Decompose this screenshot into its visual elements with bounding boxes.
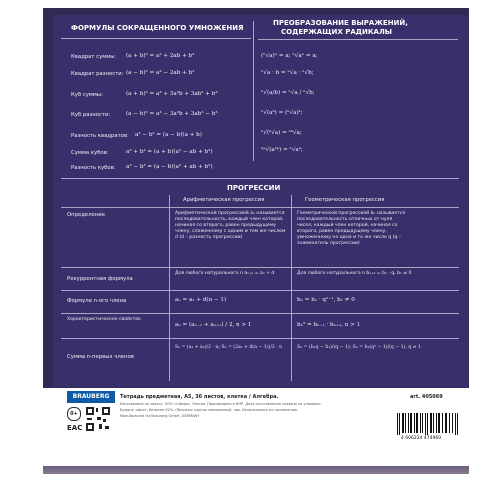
barcode-number: 4 606224 474960	[401, 436, 442, 441]
right-section-title-line2: СОДЕРЖАЩИХ РАДИКАЛЫ	[281, 28, 393, 36]
footer-text: Бумага: офсет, белизна 92%. Обложка: картон мелованный, лак. Использовать по назначению.	[120, 408, 299, 412]
table-header-divider	[61, 207, 459, 208]
progressions-title: ПРОГРЕССИИ	[227, 184, 281, 192]
table-row-divider	[61, 267, 459, 268]
geom-characteristic: bₙ² = bₙ₋₁ · bₙ₊₁, n > 1	[297, 322, 361, 328]
row-label: Формула n-ого члена	[67, 298, 127, 304]
brand-logo: BRAUBERG	[67, 391, 115, 403]
formula-expression: a² − b² = (a − b)(a + b)	[135, 132, 202, 138]
formula-label: Куб суммы:	[71, 92, 103, 98]
geom-recurrence: Для любого натурального n bₙ₊₁ = bₙ · q, bₙ ≠ 0	[297, 271, 412, 276]
formula-expression: (a − b)³ = a³ − 3a²b + 3ab² − b³	[126, 111, 218, 117]
geom-nth-term: bₙ = b₁ · qⁿ⁻¹, b₁ ≠ 0	[297, 297, 355, 303]
formula-expression: (a − b)² = a² − 2ab + b²	[126, 70, 195, 76]
geom-sum: Sₙ = (bₙq − b₁)/(q − 1); Sₙ = b₁(qⁿ − 1)/(q − 1), q ≠ 1	[297, 345, 421, 350]
cover-bottom-edge	[43, 466, 469, 474]
formula-expression: a³ − b³ = (a − b)(a² + ab + b²)	[126, 164, 213, 170]
arith-recurrence: Для любого натурального n aₙ₊₁ = aₙ + d	[175, 271, 275, 276]
radical-rule: ⁿ√a · b = ⁿ√a · ⁿ√b;	[261, 70, 314, 76]
progression-top-divider	[61, 178, 459, 179]
formula-label: Разность квадратов:	[71, 133, 129, 139]
qr-code-icon	[85, 406, 111, 432]
table-row-divider	[61, 338, 459, 339]
formula-expression: a³ + b³ = (a + b)(a² − ab + b²)	[126, 149, 213, 155]
formula-label: Куб разности:	[71, 112, 111, 118]
eac-mark: EAC	[67, 424, 83, 432]
formula-label: Квадрат разности:	[71, 71, 124, 77]
age-rating-badge: 0+	[67, 407, 81, 421]
geom-definition: Геометрической прогрессией bₙ называется последовательность отличных от нуля чисел, каждый член которой, начиная со второго, равен предыдущему члену, умноженному на одно и то же число q (q – знаменатель прогрессии)	[297, 211, 406, 246]
formula-label: Квадрат суммы:	[71, 54, 117, 60]
row-label: Определение	[67, 212, 105, 218]
right-section-title-line1: ПРЕОБРАЗОВАНИЕ ВЫРАЖЕНИЙ,	[273, 19, 408, 27]
arith-nth-term: aₙ = a₁ + d(n − 1)	[175, 297, 227, 303]
left-title-divider	[61, 38, 251, 39]
footer-text: Manufactured for Brauberg GmbH, GERMANY	[120, 414, 200, 418]
table-row-divider	[61, 290, 459, 291]
table-col-divider	[291, 195, 292, 381]
formula-sheet	[53, 15, 468, 387]
col-geom-header: Геометрическая прогрессия	[305, 197, 385, 203]
right-title-divider	[258, 39, 458, 40]
radical-rule: ⁿ√(ᵏ√a) = ⁿᵏ√a;	[261, 130, 302, 136]
arith-characteristic: aₙ = (aₙ₋₁ + aₙ₊₁) / 2, n > 1	[175, 322, 252, 328]
radical-rule: ⁿᵖ√(aᵏᵖ) = ⁿ√aᵏ;	[261, 147, 303, 153]
row-label: Сумма n-первых членов	[67, 354, 134, 360]
left-section-title: ФОРМУЛЫ СОКРАЩЕННОГО УМНОЖЕНИЯ	[71, 24, 244, 32]
table-col-divider	[169, 195, 170, 381]
table-row-divider	[61, 313, 459, 314]
radical-rule: ⁿ√(aᵏ) = (ⁿ√a)ᵏ;	[261, 110, 303, 116]
formula-expression: (a + b)² = a² + 2ab + b²	[126, 53, 195, 59]
formula-expression: (a + b)³ = a³ + 3a²b + 3ab² + b³	[126, 91, 218, 97]
arith-sum: Sₙ = (a₁ + aₙ)/2 · n; Sₙ = (2a₁ + d(n − 1))/2 · n	[175, 345, 283, 350]
product-title: Тетрадь предметная, А5, 36 листов, клетка / Алгебра.	[120, 394, 279, 400]
radical-rule: ⁿ√(a/b) = ⁿ√a / ⁿ√b;	[261, 90, 315, 96]
arith-definition: Арифметической прогрессией aₙ называется последовательность, каждый член которой, начиная со второго, равен предыдущему члену, сложенному с одним и тем же числом d (d – разность прогрессии)	[175, 211, 286, 240]
row-label: Рекуррентная формула	[67, 276, 133, 282]
radical-rule: (ⁿ√a)ⁿ = a; ⁿ√aⁿ = a;	[261, 53, 318, 59]
top-column-divider	[253, 21, 254, 161]
col-arith-header: Арифметическая прогрессия	[183, 197, 265, 203]
article-number: art. 405069	[410, 394, 443, 400]
formula-label: Разность кубов:	[71, 165, 116, 171]
row-label: Характеристическое свойство	[67, 317, 141, 322]
footer-text: Изготовлено по заказу: ООО «Сфера», Россия. Произведено в КНР. Дата изготовления указана на упаковке.	[120, 402, 322, 406]
formula-label: Сумма кубов:	[71, 150, 109, 156]
